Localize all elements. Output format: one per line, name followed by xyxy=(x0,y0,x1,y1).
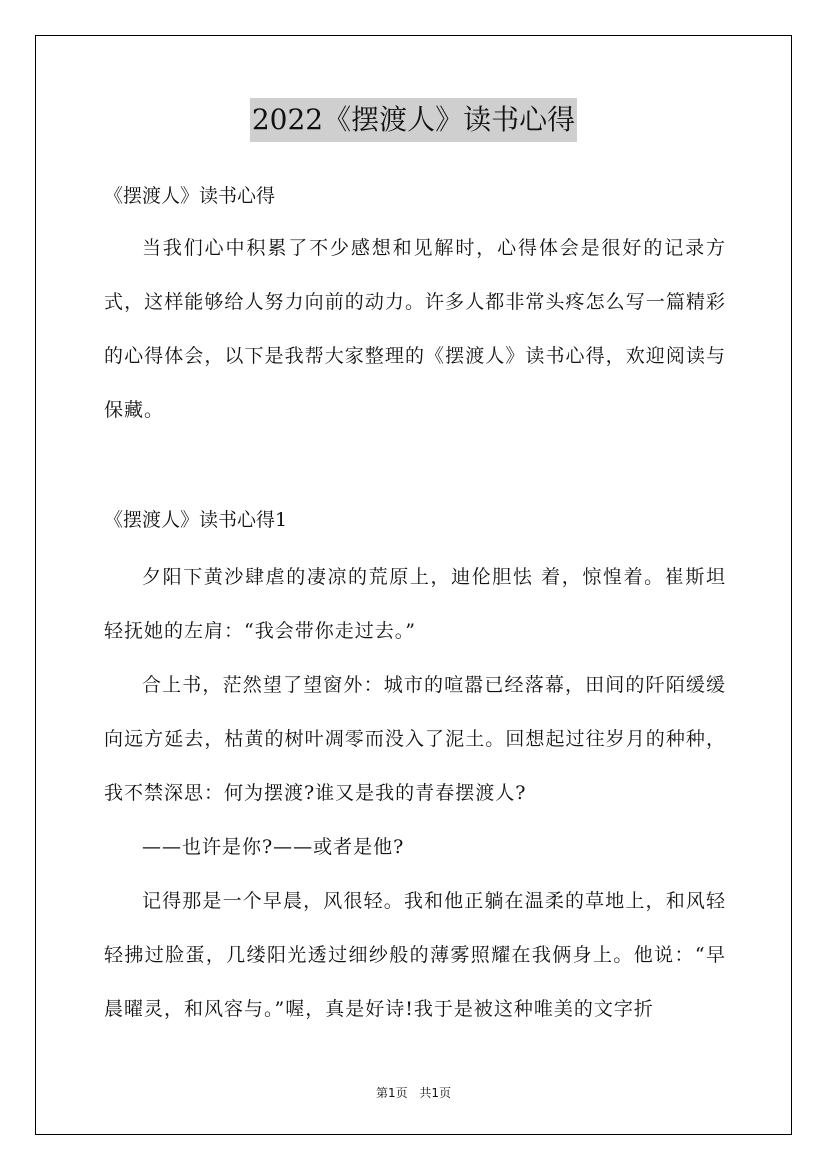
section-heading: 《摆渡人》读书心得 xyxy=(104,185,276,207)
body-paragraph: 记得那是一个早晨，风很轻。我和他正躺在温柔的草地上，和风轻轻拂过脸蛋，几缕阳光透过细纱般的薄雾照耀在我俩身上。他说：“早晨曜灵，和风容与。”喔，真是好诗!我于是被这种唯美的文字折 xyxy=(104,890,726,1020)
intro-paragraph: 当我们心中积累了不少感想和见解时，心得体会是很好的记录方式，这样能够给人努力向前的动力。许多人都非常头疼怎么写一篇精彩的心得体会，以下是我帮大家整理的《摆渡人》读书心得，欢迎阅读与保藏。 xyxy=(104,237,726,421)
intro-section xyxy=(104,180,726,437)
essay-section-1 xyxy=(104,504,726,1036)
body-paragraph: 合上书，茫然望了望窗外：城市的喧嚣已经落幕，田间的阡陌缓缓向远方延去，枯黄的树叶凋零而没入了泥土。回想起过往岁月的种种，我不禁深思：何为摆渡?谁又是我的青春摆渡人? xyxy=(104,674,726,804)
body-paragraph: ——也许是你?——或者是他? xyxy=(142,836,405,858)
page-footer xyxy=(0,1084,827,1101)
page-number: 第1页 xyxy=(375,1086,408,1100)
page-total: 共1页 xyxy=(419,1086,452,1100)
document-title: 2022《摆渡人》读书心得 xyxy=(250,98,577,142)
essay-subheading: 《摆渡人》读书心得1 xyxy=(104,509,288,531)
title-container xyxy=(0,98,827,142)
body-paragraph: 夕阳下黄沙肆虐的凄凉的荒原上，迪伦胆怯 着，惊惶着。崔斯坦轻抚她的左肩：“我会带你走过去。” xyxy=(104,566,726,642)
